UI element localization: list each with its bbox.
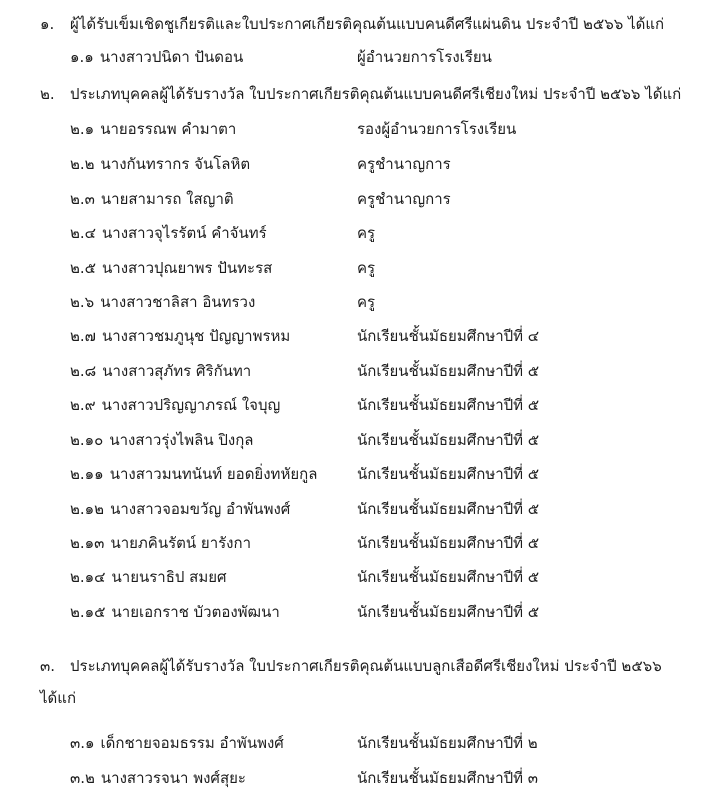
entry-name: เด็กชายจอมธรรม อำพันพงศ์ (100, 734, 284, 752)
section-heading-text: ประเภทบุคคลผู้ได้รับรางวัล ใบประกาศเกียรติคุณต้นแบบลูกเสือดีศรีเชียงใหม่ ประจำปี ๒๕๖๖ (70, 657, 662, 675)
list-item (70, 256, 690, 280)
list-item (70, 731, 690, 755)
list-item (70, 45, 690, 69)
list-item (70, 497, 690, 521)
entry-name: นางสาวปริญญาภรณ์ ใจบุญ (101, 396, 281, 414)
entry-name: นายนราธิป สมยศ (111, 568, 227, 586)
section-heading-text: ประเภทบุคคลผู้ได้รับรางวัล ใบประกาศเกียรติคุณต้นแบบคนดีศรีเชียงใหม่ ประจำปี ๒๕๖๖ ได้แก่ (70, 85, 682, 103)
entry-number: ๒.๘ (70, 362, 97, 380)
list-item (70, 187, 690, 211)
entry-position: ครูชำนาญการ (357, 190, 451, 208)
entry-number: ๒.๙ (70, 396, 96, 414)
section-heading-1 (40, 12, 664, 36)
entry-position: รองผู้อำนวยการโรงเรียน (357, 120, 517, 138)
entry-position: ครู (357, 293, 376, 311)
list-item (70, 428, 690, 452)
entry-position: นักเรียนชั้นมัธยมศึกษาปีที่ ๕ (357, 362, 540, 380)
entry-position: นักเรียนชั้นมัธยมศึกษาปีที่ ๕ (357, 568, 540, 586)
entry-number: ๒.๑๑ (70, 465, 104, 483)
entry-position: นักเรียนชั้นมัธยมศึกษาปีที่ ๕ (357, 603, 540, 621)
entry-position: นักเรียนชั้นมัธยมศึกษาปีที่ ๕ (357, 534, 540, 552)
list-item (70, 462, 690, 486)
entry-name: นายสามารถ ใสญาติ (100, 190, 234, 208)
entry-position: นักเรียนชั้นมัธยมศึกษาปีที่ ๕ (357, 500, 540, 518)
entry-position: ผู้อำนวยการโรงเรียน (357, 48, 492, 66)
entry-name: นายเอกราช บัวตองพัฒนา (111, 603, 280, 621)
entry-number: ๒.๑๔ (70, 568, 106, 586)
entry-number: ๒.๑๐ (70, 431, 104, 449)
entry-number: ๓.๑ (70, 734, 95, 752)
section-number: ๑. (40, 15, 55, 33)
list-item (70, 531, 690, 555)
entry-position: ครูชำนาญการ (357, 155, 451, 173)
entry-number: ๓.๒ (70, 769, 95, 787)
entry-name: นางสาวปุณยาพร ปันทะรส (102, 259, 273, 277)
entry-name: นางสาวชาลิสา อินทรวง (100, 293, 256, 311)
entry-name: นางสาวมนทนันท์ ยอดยิ่งทหัยกูล (109, 465, 318, 483)
list-item (70, 766, 690, 790)
list-item (70, 221, 690, 245)
list-item (70, 565, 690, 589)
entry-name: นางสาวรจนา พงศ์สุยะ (100, 769, 246, 787)
entry-position: นักเรียนชั้นมัธยมศึกษาปีที่ ๕ (357, 396, 540, 414)
entry-number: ๒.๗ (70, 327, 96, 345)
entry-name: นางสาวชมภูนุช ปัญญาพรหม (101, 327, 291, 345)
entry-name: นางสาวปนิดา ปันดอน (99, 48, 244, 66)
section-heading-2 (40, 82, 681, 106)
list-item (70, 117, 690, 141)
list-item (70, 359, 690, 383)
section-heading-3 (40, 650, 670, 714)
entry-position: นักเรียนชั้นมัธยมศึกษาปีที่ ๒ (357, 734, 538, 752)
entry-position: ครู (357, 259, 376, 277)
entry-number: ๒.๑๓ (70, 534, 105, 552)
entry-position: นักเรียนชั้นมัธยมศึกษาปีที่ ๕ (357, 431, 540, 449)
section-heading-text: ผู้ได้รับเข็มเชิดชูเกียรติและใบประกาศเกียรติคุณต้นแบบคนดีศรีแผ่นดิน ประจำปี ๒๕๖๖ ได้แก่ (70, 15, 665, 33)
entry-number: ๒.๑ (70, 120, 95, 138)
entry-name: นางสาวรุ่งไพลิน ปิงกุล (109, 431, 254, 449)
list-item (70, 290, 690, 314)
list-item (70, 324, 690, 348)
entry-name: นางสาวสุภัทร ศิริกันทา (102, 362, 252, 380)
entry-number: ๒.๑๕ (70, 603, 106, 621)
list-item (70, 600, 690, 624)
section-number: ๒. (40, 85, 55, 103)
entry-number: ๒.๔ (70, 224, 97, 242)
entry-number: ๒.๑๒ (70, 500, 105, 518)
entry-position: นักเรียนชั้นมัธยมศึกษาปีที่ ๔ (357, 327, 540, 345)
entry-number: ๒.๓ (70, 190, 95, 208)
entry-name: นางสาวจุไรรัตน์ คำจันทร์ (102, 224, 267, 242)
section-number: ๓. (40, 657, 56, 675)
entry-name: นายอรรณพ คำมาตา (100, 120, 237, 138)
entry-name: นายภคินรัตน์ ยารังกา (110, 534, 251, 552)
list-item (70, 393, 690, 417)
entry-position: นักเรียนชั้นมัธยมศึกษาปีที่ ๕ (357, 465, 540, 483)
entry-number: ๒.๒ (70, 155, 95, 173)
entry-name: นางกันทรากร จันโลหิต (100, 155, 251, 173)
entry-name: นางสาวจอมขวัญ อำพันพงศ์ (110, 500, 291, 518)
entry-position: ครู (357, 224, 376, 242)
list-item (70, 152, 690, 176)
entry-number: ๒.๕ (70, 259, 97, 277)
entry-position: นักเรียนชั้นมัธยมศึกษาปีที่ ๓ (357, 769, 539, 787)
entry-number: ๑.๑ (70, 48, 94, 66)
entry-number: ๒.๖ (70, 293, 95, 311)
section-heading-continuation: ได้แก่ (40, 689, 77, 707)
